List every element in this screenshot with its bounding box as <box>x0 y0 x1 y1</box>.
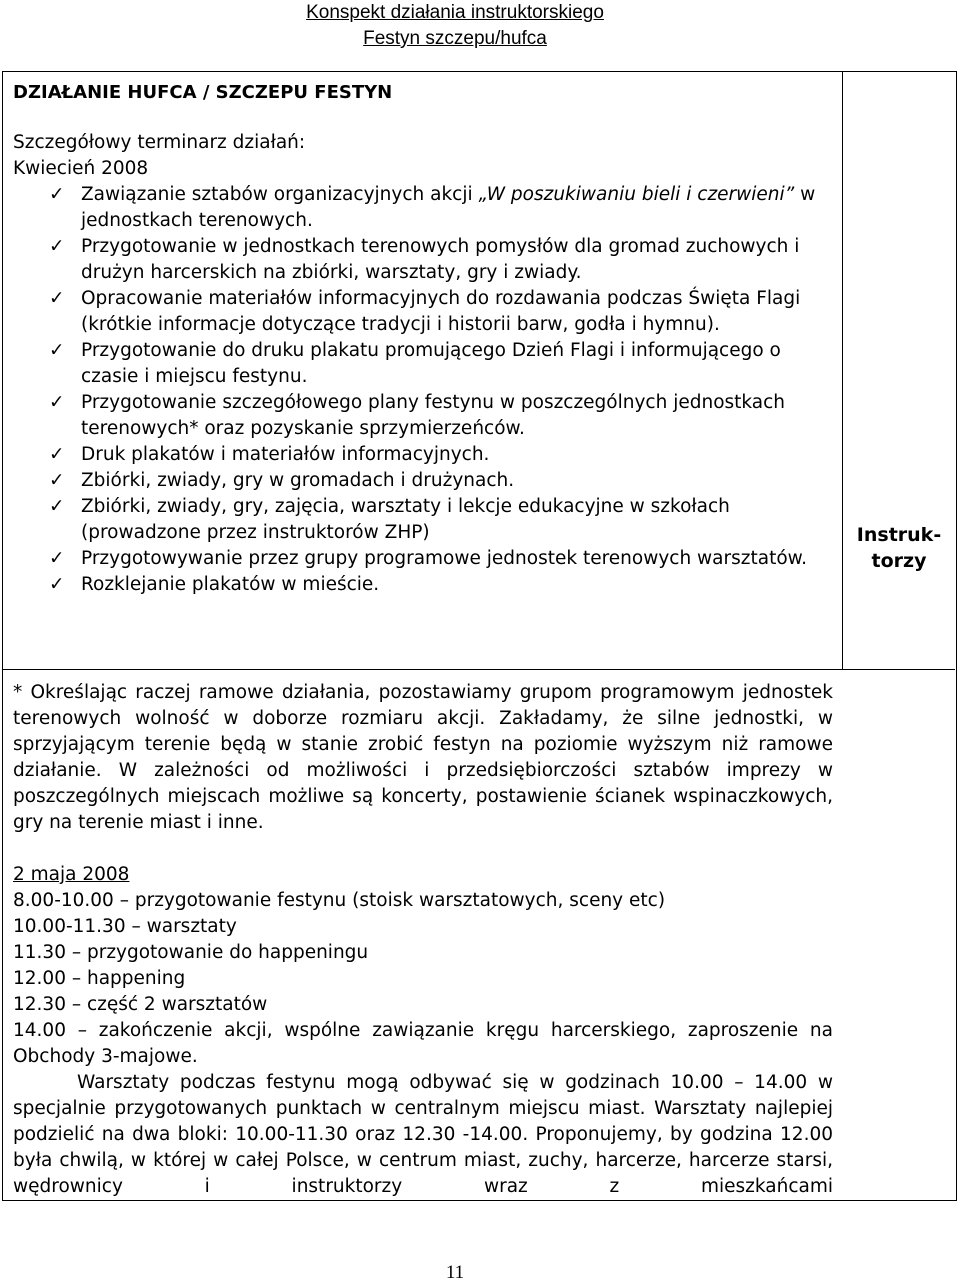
checkmark-icon: ✓ <box>49 574 65 595</box>
checkmark-icon: ✓ <box>49 392 65 413</box>
list-item: ✓ Przygotowywanie przez grupy programowe jednostek terenowych warsztatów. <box>13 546 833 572</box>
list-item: ✓ Druk plakatów i materiałów informacyjnych. <box>13 442 833 468</box>
list-item: ✓ Przygotowanie w jednostkach terenowych pomysłów dla gromad zuchowych i drużyn harcerskich na zbiórki, warsztaty, gry i zwiady. <box>49 236 800 283</box>
checkmark-icon: ✓ <box>49 496 65 517</box>
schedule-item: 14.00 – zakończenie akcji, wspólne zawiązanie kręgu harcerskiego, zaproszenie na Obchody 3-majowe. <box>13 1020 833 1067</box>
checkmark-icon: ✓ <box>49 236 65 257</box>
list-item: ✓ Rozklejanie plakatów w mieście. <box>13 572 833 598</box>
document-header <box>270 0 640 52</box>
schedule-item: 12.30 – część 2 warsztatów <box>13 994 268 1015</box>
header-title: Konspekt działania instruktorskiego <box>306 2 604 23</box>
column-divider <box>842 72 843 669</box>
list-item: ✓ Przygotowanie do druku plakatu promującego Dzień Flagi i informującego o czasie i miejscu festynu. <box>49 340 781 387</box>
list-item: ✓ Opracowanie materiałów informacyjnych do rozdawania podczas Święta Flagi (krótkie informacje dotyczące tradycji i historii barw, godła i hymnu). <box>49 288 801 335</box>
footnote-paragraph: * Określając raczej ramowe działania, pozostawiamy grupom programowym jednostek terenowych wolność w doborze rozmiaru akcji. Zakładamy, że silne jednostki, w sprzyjającym terenie będą w stanie zrobić festyn na poziomie wyższym niż ramowe działanie. W zależności od możliwości i przedsiębiorczości sztabów imprezy w poszczególnych miejscach możliwe są koncerty, postawienie ścianek wspinaczkowych, gry na terenie miast i inne. <box>13 682 833 833</box>
list-item: ✓ Zawiązanie sztabów organizacyjnych akcji „W poszukiwaniu bieli i czerwieni” w jednostkach terenowych. <box>49 184 816 231</box>
workshop-paragraph: Warsztaty podczas festynu mogą odbywać się w godzinach 10.00 – 14.00 w specjalnie przygotowanych punktach w centralnym miejscu miast. Warsztaty najlepiej podzielić na dwa bloki: 10.00-11.30 oraz 12.30 -14.00. Proponujemy, by godzina 12.00 była chwilą, w której w całej Polsce, w centrum miast, zuchy, harcerze, harcerze starsi, wędrownicy i instruktorzy wraz z mieszkańcami <box>13 1072 833 1197</box>
schedule-item: 10.00-11.30 – warsztaty <box>13 916 237 937</box>
row-divider <box>3 669 955 670</box>
activities-cell <box>13 80 833 598</box>
content-table <box>2 71 957 1201</box>
schedule-label: Szczegółowy terminarz działań: <box>13 132 306 153</box>
schedule-item: 11.30 – przygotowanie do happeningu <box>13 942 369 963</box>
checkmark-icon: ✓ <box>49 184 65 205</box>
responsible-cell: Instruk- torzy <box>856 524 942 572</box>
page-number: 11 <box>445 1262 465 1283</box>
list-item: ✓ Zbiórki, zwiady, gry, zajęcia, warsztaty i lekcje edukacyjne w szkołach (prowadzone przez instruktorów ZHP) <box>49 496 730 543</box>
month-label: Kwiecień 2008 <box>13 158 149 179</box>
list-item: ✓ Zbiórki, zwiady, gry w gromadach i drużynach. <box>13 468 833 494</box>
list-item: ✓ Przygotowanie szczegółowego plany festynu w poszczególnych jednostkach terenowych* oraz pozyskanie sprzymierzeńców. <box>49 392 786 439</box>
task-list <box>13 182 833 598</box>
checkmark-icon: ✓ <box>49 340 65 361</box>
section-title: DZIAŁANIE HUFCA / SZCZEPU FESTYN <box>13 82 393 103</box>
checkmark-icon: ✓ <box>49 444 65 465</box>
checkmark-icon: ✓ <box>49 548 65 569</box>
schedule-item: 12.00 – happening <box>13 968 186 989</box>
event-date: 2 maja 2008 <box>13 864 130 885</box>
header-subtitle: Festyn szczepu/hufca <box>363 28 547 49</box>
schedule-item: 8.00-10.00 – przygotowanie festynu (stoisk warsztatowych, sceny etc) <box>13 890 666 911</box>
checkmark-icon: ✓ <box>49 288 65 309</box>
details-cell <box>13 680 833 1200</box>
checkmark-icon: ✓ <box>49 470 65 491</box>
